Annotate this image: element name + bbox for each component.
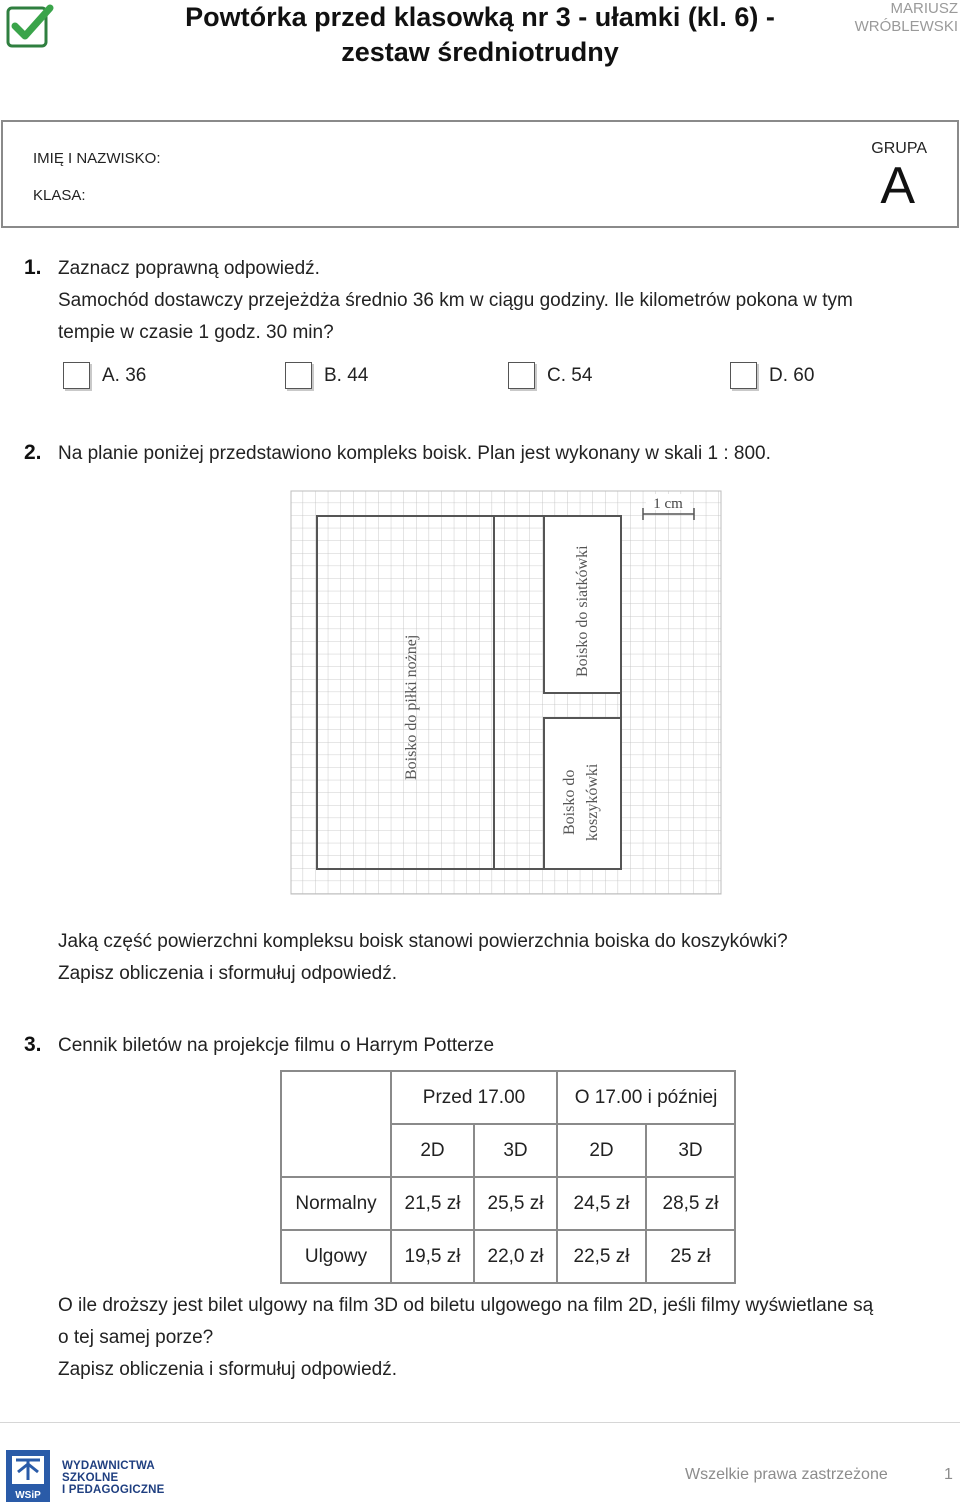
q1-option-d[interactable]	[730, 362, 814, 389]
price-cell: 22,0 zł	[474, 1230, 557, 1283]
table-row	[281, 1230, 735, 1283]
basketball-court	[544, 718, 621, 869]
price-cell: 21,5 zł	[391, 1177, 474, 1230]
title-line-1: Powtórka przed klasowką nr 3 - ułamki (kl. 6) -	[185, 2, 775, 32]
footer-divider	[0, 1422, 960, 1423]
price-cell: 25 zł	[646, 1230, 735, 1283]
subheader-cell: 3D	[646, 1124, 735, 1177]
q2-text: Na planie poniżej przedstawiono kompleks boisk. Plan jest wykonany w skali 1 : 800.	[58, 443, 771, 464]
header-from-17: O 17.00 i później	[557, 1071, 735, 1124]
q1-option-a[interactable]	[63, 362, 146, 389]
q3-question-line-1: O ile droższy jest bilet ulgowy na film 3D od biletu ulgowego na film 2D, jeśli filmy wyświetlane są	[58, 1295, 874, 1316]
wsip-short-label: WSiP	[15, 1490, 41, 1501]
q1-number: 1.	[24, 256, 42, 279]
page-title	[120, 0, 840, 70]
publisher-line-2: SZKOLNE	[62, 1472, 119, 1484]
student-info-box	[1, 120, 959, 228]
publisher-line-1: WYDAWNICTWA	[62, 1460, 155, 1472]
row-label: Ulgowy	[281, 1230, 391, 1283]
option-d-label: D. 60	[769, 364, 815, 386]
q1-instruction: Zaznacz poprawną odpowiedź.	[58, 258, 320, 279]
volleyball-court-label: Boisko do siatkówki	[574, 545, 591, 677]
group-label: GRUPA	[871, 140, 927, 157]
option-c-label: C. 54	[547, 364, 593, 386]
row-label: Normalny	[281, 1177, 391, 1230]
q2-question-line-1: Jaką część powierzchni kompleksu boisk stanowi powierzchnia boiska do koszykówki?	[58, 931, 788, 952]
q1-text-line-1: Samochód dostawczy przejeżdża średnio 36 km w ciągu godziny. Ile kilometrów pokona w tym	[58, 290, 853, 311]
name-label: IMIĘ I NAZWISKO:	[33, 150, 161, 167]
table-header-row	[281, 1071, 735, 1124]
q3-question-line-3: Zapisz obliczenia i sformułuj odpowiedź.	[58, 1359, 397, 1380]
table-row	[281, 1177, 735, 1230]
football-field-label: Boisko do piłki nożnej	[403, 634, 420, 780]
class-label: KLASA:	[33, 187, 86, 204]
q1-option-c[interactable]	[508, 362, 592, 389]
grid-background	[291, 491, 721, 894]
header-before-17: Przed 17.00	[391, 1071, 557, 1124]
checkmark-logo-icon	[6, 4, 54, 48]
q3-text: Cennik biletów na projekcje filmu o Harrym Potterze	[58, 1035, 495, 1056]
option-a-checkbox[interactable]	[63, 362, 90, 389]
table-corner-cell-lower	[281, 1124, 391, 1177]
q1-option-b[interactable]	[285, 362, 368, 389]
author-name	[855, 0, 958, 36]
basketball-label-line-1: Boisko do	[561, 769, 578, 835]
author-last-name: WRÓBLEWSKI	[854, 18, 958, 35]
q1-text-line-2: tempie w czasie 1 godz. 30 min?	[58, 322, 334, 343]
option-b-checkbox[interactable]	[285, 362, 312, 389]
group-value: A	[880, 157, 915, 215]
q3-number: 3.	[24, 1033, 42, 1056]
option-a-label: A. 36	[102, 364, 147, 386]
q3-question-line-2: o tej samej porze?	[58, 1327, 214, 1348]
price-cell: 19,5 zł	[391, 1230, 474, 1283]
option-b-label: B. 44	[324, 364, 369, 386]
wsip-logo-icon	[6, 1450, 50, 1502]
rights-notice: Wszelkie prawa zastrzeżone	[685, 1466, 888, 1483]
option-d-checkbox[interactable]	[730, 362, 757, 389]
subheader-cell: 3D	[474, 1124, 557, 1177]
q2-number: 2.	[24, 441, 42, 464]
table-subheader-row	[281, 1124, 735, 1177]
publisher-line-3: I PEDAGOGICZNE	[62, 1484, 165, 1496]
q2-question-line-2: Zapisz obliczenia i sformułuj odpowiedź.	[58, 963, 397, 984]
basketball-label-line-2: koszykówki	[584, 763, 601, 841]
table-corner-cell	[281, 1071, 391, 1124]
subheader-cell: 2D	[557, 1124, 646, 1177]
publisher-name	[62, 1460, 164, 1496]
page-number: 1	[944, 1466, 953, 1483]
author-first-name: MARIUSZ	[890, 0, 958, 17]
price-cell: 24,5 zł	[557, 1177, 646, 1230]
ticket-price-table	[280, 1070, 736, 1284]
sports-complex-plan	[290, 490, 722, 896]
subheader-cell: 2D	[391, 1124, 474, 1177]
price-cell: 25,5 zł	[474, 1177, 557, 1230]
price-cell: 22,5 zł	[557, 1230, 646, 1283]
scale-label: 1 cm	[653, 496, 683, 512]
title-line-2: zestaw średniotrudny	[341, 37, 619, 67]
price-cell: 28,5 zł	[646, 1177, 735, 1230]
option-c-checkbox[interactable]	[508, 362, 535, 389]
